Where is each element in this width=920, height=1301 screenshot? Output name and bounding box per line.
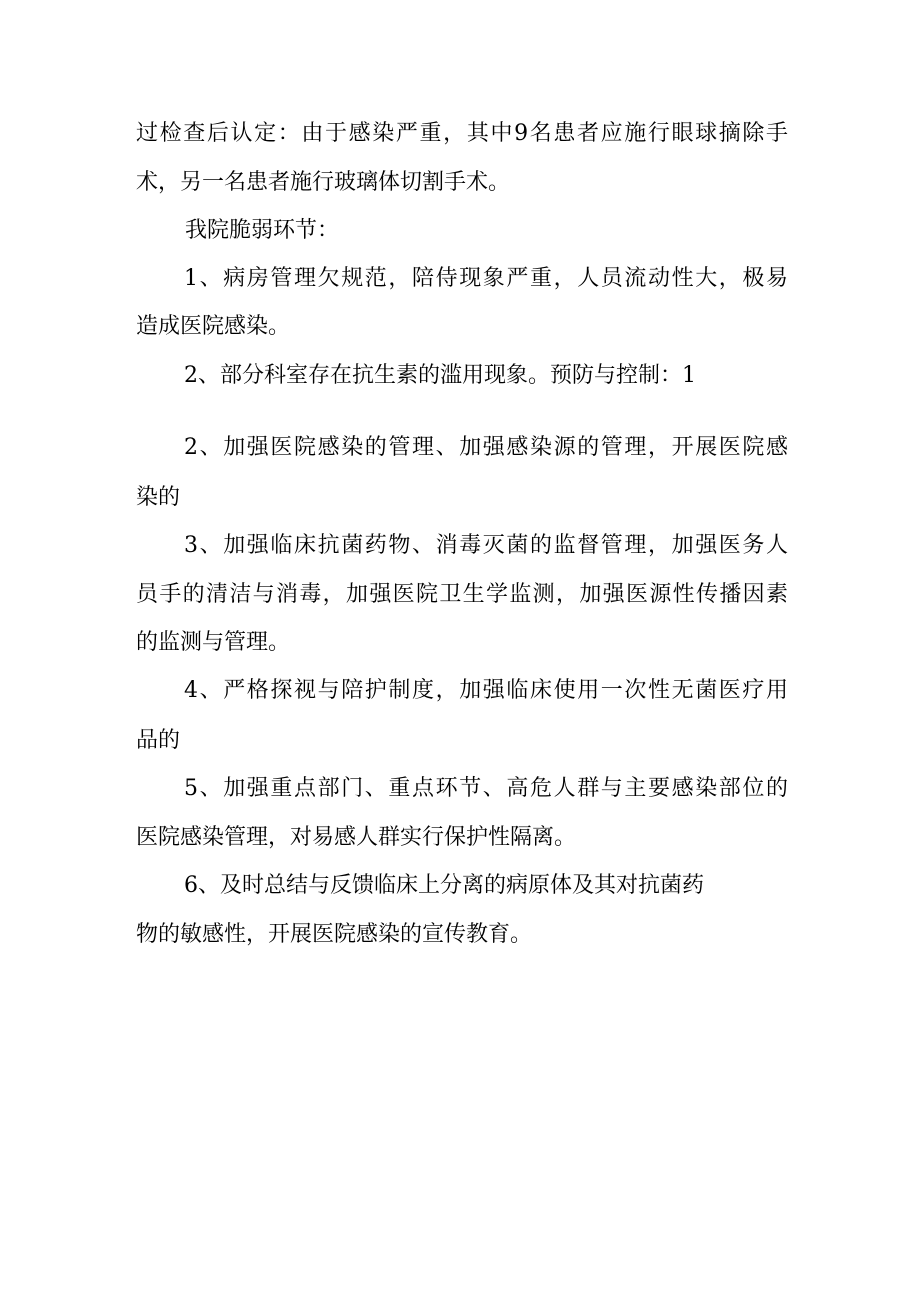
- text-line: 造成医院感染。: [136, 314, 291, 339]
- text-line: 术，另一名患者施行玻璃体切割手术。: [136, 170, 511, 195]
- text-line: 的监测与管理。: [136, 630, 291, 655]
- text-line: 品的: [136, 728, 181, 753]
- text-line: 员手的清洁与消毒，加强医院卫生学监测，加强医源性传播因素: [136, 582, 788, 607]
- text-line: 医院感染管理，对易感人群实行保护性隔离。: [136, 825, 577, 850]
- text-line: 染的: [136, 485, 181, 510]
- list-item: 1、病房管理欠规范，陪侍现象严重，人员流动性大，极易: [184, 266, 788, 291]
- list-item: 4、严格探视与陪护制度，加强临床使用一次性无菌医疗用: [184, 678, 788, 703]
- text-line: 物的敏感性，开展医院感染的宣传教育。: [136, 922, 533, 947]
- text-line: 过检查后认定：由于感染严重，其中9名患者应施行眼球摘除手: [136, 121, 788, 146]
- list-item: 3、加强临床抗菌药物、消毒灭菌的监督管理，加强医务人: [184, 533, 788, 558]
- list-item: 2、部分科室存在抗生素的滥用现象。预防与控制：1: [184, 363, 696, 388]
- list-item: 2、加强医院感染的管理、加强感染源的管理，开展医院感: [184, 435, 788, 460]
- section-heading: 我院脆弱环节：: [185, 218, 340, 243]
- list-item: 6、及时总结与反馈临床上分离的病原体及其对抗菌药: [184, 873, 704, 898]
- list-item: 5、加强重点部门、重点环节、高危人群与主要感染部位的: [184, 776, 788, 801]
